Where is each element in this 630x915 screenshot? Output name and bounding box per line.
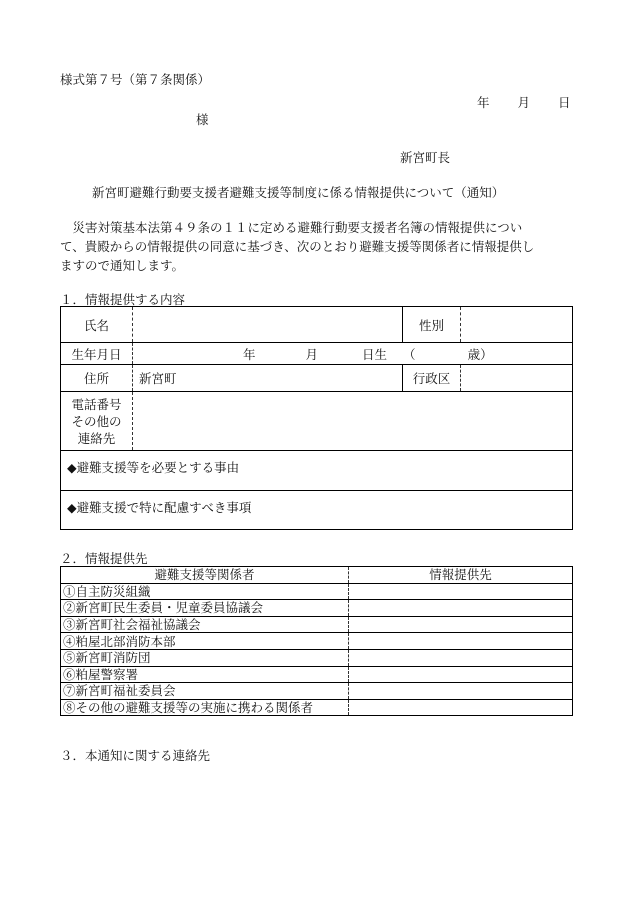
document-title: 新宮町避難行動要支援者避難支援等制度に係る情報提供について（通知） bbox=[92, 185, 505, 200]
party-row: ②新宮町民生委員・児童委員協議会 bbox=[61, 600, 349, 617]
party-row: ⑧その他の避難支援等の実施に携わる関係者 bbox=[61, 699, 349, 716]
body-line: 災害対策基本法第４９条の１１に定める避難行動要支援者名簿の情報提供につい bbox=[60, 220, 523, 235]
party-row: ⑤新宮町消防団 bbox=[61, 649, 349, 666]
phone-label-line: 連絡先 bbox=[77, 430, 116, 446]
birth-year: 年 bbox=[243, 346, 256, 362]
party-row: ⑦新宮町福祉委員会 bbox=[61, 683, 349, 700]
body-text bbox=[60, 218, 534, 275]
phone-label bbox=[61, 392, 133, 451]
phone-label-line: その他の bbox=[71, 413, 122, 429]
recipient-cell[interactable] bbox=[349, 666, 573, 683]
gender-label: 性別 bbox=[403, 307, 461, 343]
recipient-cell[interactable] bbox=[349, 583, 573, 600]
recipient-cell[interactable] bbox=[349, 633, 573, 650]
birth-month: 月 bbox=[305, 346, 319, 362]
age-open: （ bbox=[403, 346, 416, 362]
party-row: ③新宮町社会福祉協議会 bbox=[61, 616, 349, 633]
address-field[interactable]: 新宮町 bbox=[133, 365, 403, 392]
age-close: 歳） bbox=[467, 346, 493, 362]
col-header-parties: 避難支援等関係者 bbox=[61, 567, 349, 584]
phone-label-line: 電話番号 bbox=[71, 396, 122, 412]
birthdate-label: 生年月日 bbox=[61, 343, 133, 365]
special-notes[interactable]: ◆避難支援で特に配慮すべき事項 bbox=[61, 491, 573, 530]
address-label: 住所 bbox=[61, 365, 133, 392]
gender-field[interactable] bbox=[461, 307, 573, 343]
birthdate-row bbox=[133, 345, 572, 363]
name-field[interactable] bbox=[133, 307, 403, 343]
recipient-cell[interactable] bbox=[349, 616, 573, 633]
party-row: ④粕屋北部消防本部 bbox=[61, 633, 349, 650]
phone-field[interactable] bbox=[133, 392, 573, 451]
recipient-cell[interactable] bbox=[349, 649, 573, 666]
district-field[interactable] bbox=[461, 365, 573, 392]
body-line: ますので通知します。 bbox=[60, 258, 185, 273]
sender: 新宮町長 bbox=[400, 150, 451, 165]
section3-heading: ３．本通知に関する連絡先 bbox=[60, 748, 211, 763]
info-table bbox=[60, 306, 573, 530]
form-number: 様式第７号（第７条関係） bbox=[60, 72, 211, 87]
recipients-table bbox=[60, 566, 573, 716]
recipient-cell[interactable] bbox=[349, 683, 573, 700]
birth-day: 日生 bbox=[362, 346, 388, 362]
date-line: 年 月 日 bbox=[477, 95, 572, 110]
body-line: て、貴殿からの情報提供の同意に基づき、次のとおり避難支援等関係者に情報提供し bbox=[60, 239, 535, 254]
birthdate-field[interactable] bbox=[133, 343, 573, 365]
party-row: ⑥粕屋警察署 bbox=[61, 666, 349, 683]
party-row: ①自主防災組織 bbox=[61, 583, 349, 600]
recipient-cell[interactable] bbox=[349, 600, 573, 617]
name-label: 氏名 bbox=[61, 307, 133, 343]
section2-heading: ２．情報提供先 bbox=[60, 551, 148, 566]
addressee-suffix: 様 bbox=[196, 112, 209, 127]
need-reason[interactable]: ◆避難支援等を必要とする事由 bbox=[61, 451, 573, 491]
district-label: 行政区 bbox=[403, 365, 461, 392]
recipient-cell[interactable] bbox=[349, 699, 573, 716]
section1-heading: １．情報提供する内容 bbox=[60, 292, 186, 307]
col-header-recipient: 情報提供先 bbox=[349, 567, 573, 584]
